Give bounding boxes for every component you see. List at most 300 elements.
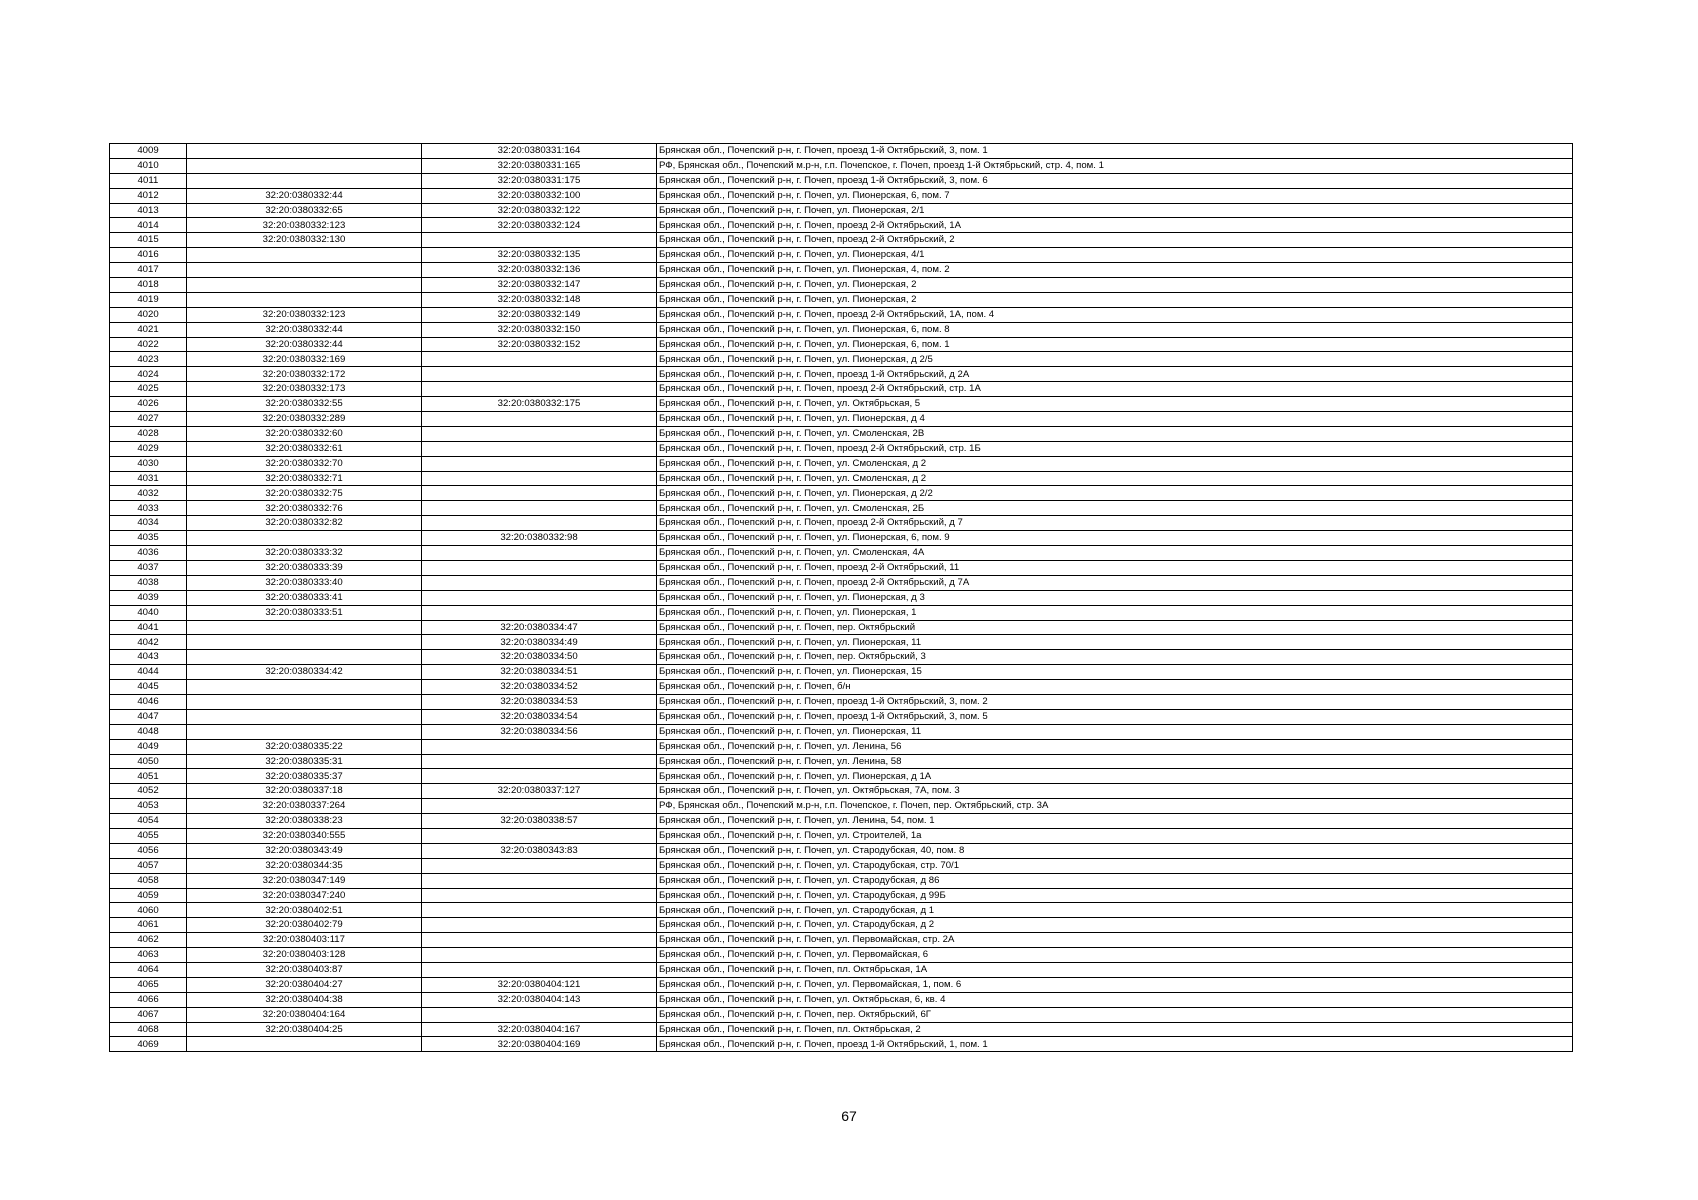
building-number-cell: [422, 933, 657, 948]
row-number-cell: 4045: [110, 680, 187, 695]
table-row: [110, 1007, 1573, 1022]
building-number-cell: 32:20:0380332:135: [422, 248, 657, 263]
building-number-cell: [422, 486, 657, 501]
land-parcel-cell: 32:20:0380333:51: [187, 605, 422, 620]
table-row: [110, 799, 1573, 814]
row-number-cell: 4040: [110, 605, 187, 620]
row-number-cell: 4050: [110, 754, 187, 769]
building-number-cell: [422, 590, 657, 605]
land-parcel-cell: [187, 620, 422, 635]
address-cell: Брянская обл., Почепский р-н, г. Почеп, проезд 1-й Октябрьский, 3, пом. 5: [657, 709, 1573, 724]
address-cell: Брянская обл., Почепский р-н, г. Почеп, ул. Стародубская, 40, пом. 8: [657, 843, 1573, 858]
building-number-cell: 32:20:0380331:165: [422, 158, 657, 173]
row-number-cell: 4034: [110, 516, 187, 531]
address-cell: Брянская обл., Почепский р-н, г. Почеп, ул. Пионерская, 4/1: [657, 248, 1573, 263]
address-cell: Брянская обл., Почепский р-н, г. Почеп, ул. Ленина, 54, пом. 1: [657, 814, 1573, 829]
address-cell: Брянская обл., Почепский р-н, г. Почеп, ул. Стародубская, д 2: [657, 918, 1573, 933]
table-row: [110, 456, 1573, 471]
land-parcel-cell: 32:20:0380403:128: [187, 948, 422, 963]
land-parcel-cell: 32:20:0380332:60: [187, 426, 422, 441]
building-number-cell: 32:20:0380404:167: [422, 1022, 657, 1037]
land-parcel-cell: [187, 1037, 422, 1052]
address-cell: Брянская обл., Почепский р-н, г. Почеп, проезд 1-й Октябрьский, 3, пом. 6: [657, 173, 1573, 188]
building-number-cell: 32:20:0380404:143: [422, 992, 657, 1007]
row-number-cell: 4027: [110, 412, 187, 427]
row-number-cell: 4037: [110, 560, 187, 575]
table-row: [110, 754, 1573, 769]
land-parcel-cell: [187, 724, 422, 739]
land-parcel-cell: 32:20:0380332:55: [187, 397, 422, 412]
table-row: [110, 382, 1573, 397]
building-number-cell: [422, 918, 657, 933]
address-cell: Брянская обл., Почепский р-н, г. Почеп, ул. Пионерская, д 1А: [657, 769, 1573, 784]
row-number-cell: 4030: [110, 456, 187, 471]
row-number-cell: 4012: [110, 188, 187, 203]
building-number-cell: 32:20:0380334:56: [422, 724, 657, 739]
table-row: [110, 724, 1573, 739]
row-number-cell: 4054: [110, 814, 187, 829]
land-parcel-cell: 32:20:0380337:264: [187, 799, 422, 814]
building-number-cell: 32:20:0380332:122: [422, 203, 657, 218]
address-cell: Брянская обл., Почепский р-н, г. Почеп, проезд 2-й Октябрьский, д 7: [657, 516, 1573, 531]
row-number-cell: 4036: [110, 546, 187, 561]
address-cell: Брянская обл., Почепский р-н, г. Почеп, проезд 1-й Октябрьский, 3, пом. 1: [657, 144, 1573, 159]
address-cell: Брянская обл., Почепский р-н, г. Почеп, ул. Первомайская, 6: [657, 948, 1573, 963]
building-number-cell: [422, 739, 657, 754]
land-parcel-cell: 32:20:0380404:38: [187, 992, 422, 1007]
land-parcel-cell: [187, 650, 422, 665]
building-number-cell: [422, 948, 657, 963]
table-row: [110, 501, 1573, 516]
row-number-cell: 4015: [110, 233, 187, 248]
land-parcel-cell: 32:20:0380335:31: [187, 754, 422, 769]
row-number-cell: 4046: [110, 694, 187, 709]
land-parcel-cell: [187, 263, 422, 278]
land-parcel-cell: 32:20:0380404:27: [187, 977, 422, 992]
building-number-cell: 32:20:0380332:147: [422, 278, 657, 293]
table-row: [110, 486, 1573, 501]
address-cell: Брянская обл., Почепский р-н, г. Почеп, ул. Пионерская, д 2/5: [657, 352, 1573, 367]
address-cell: Брянская обл., Почепский р-н, г. Почеп, ул. Пионерская, 6, пом. 8: [657, 322, 1573, 337]
row-number-cell: 4020: [110, 307, 187, 322]
building-number-cell: [422, 456, 657, 471]
table-row: [110, 531, 1573, 546]
land-parcel-cell: 32:20:0380332:173: [187, 382, 422, 397]
row-number-cell: 4024: [110, 367, 187, 382]
page-number: 67: [841, 1108, 857, 1124]
row-number-cell: 4019: [110, 292, 187, 307]
land-parcel-cell: 32:20:0380403:117: [187, 933, 422, 948]
building-number-cell: 32:20:0380332:150: [422, 322, 657, 337]
address-cell: Брянская обл., Почепский р-н, г. Почеп, проезд 2-й Октябрьский, стр. 1А: [657, 382, 1573, 397]
table-row: [110, 888, 1573, 903]
building-number-cell: 32:20:0380334:50: [422, 650, 657, 665]
row-number-cell: 4011: [110, 173, 187, 188]
address-cell: Брянская обл., Почепский р-н, г. Почеп, пл. Октябрьская, 1А: [657, 962, 1573, 977]
address-cell: Брянская обл., Почепский р-н, г. Почеп, проезд 2-й Октябрьский, стр. 1Б: [657, 441, 1573, 456]
table-row: [110, 278, 1573, 293]
table-row: [110, 248, 1573, 263]
land-parcel-cell: 32:20:0380332:289: [187, 412, 422, 427]
building-number-cell: 32:20:0380332:149: [422, 307, 657, 322]
registry-table: [109, 143, 1573, 1052]
land-parcel-cell: 32:20:0380402:51: [187, 903, 422, 918]
table-row: [110, 858, 1573, 873]
row-number-cell: 4032: [110, 486, 187, 501]
table-row: [110, 575, 1573, 590]
table-row: [110, 471, 1573, 486]
building-number-cell: [422, 903, 657, 918]
building-number-cell: 32:20:0380332:100: [422, 188, 657, 203]
building-number-cell: [422, 828, 657, 843]
address-cell: Брянская обл., Почепский р-н, г. Почеп, ул. Стародубская, стр. 70/1: [657, 858, 1573, 873]
building-number-cell: [422, 546, 657, 561]
table-row: [110, 650, 1573, 665]
table-row: [110, 218, 1573, 233]
row-number-cell: 4031: [110, 471, 187, 486]
building-number-cell: [422, 769, 657, 784]
table-row: [110, 203, 1573, 218]
row-number-cell: 4039: [110, 590, 187, 605]
table-row: [110, 948, 1573, 963]
building-number-cell: 32:20:0380334:49: [422, 635, 657, 650]
building-number-cell: 32:20:0380331:164: [422, 144, 657, 159]
address-cell: Брянская обл., Почепский р-н, г. Почеп, проезд 1-й Октябрьский, д 2А: [657, 367, 1573, 382]
row-number-cell: 4026: [110, 397, 187, 412]
row-number-cell: 4061: [110, 918, 187, 933]
land-parcel-cell: 32:20:0380332:61: [187, 441, 422, 456]
land-parcel-cell: 32:20:0380332:123: [187, 307, 422, 322]
address-cell: Брянская обл., Почепский р-н, г. Почеп, ул. Пионерская, 1: [657, 605, 1573, 620]
building-number-cell: [422, 501, 657, 516]
address-cell: Брянская обл., Почепский р-н, г. Почеп, б/н: [657, 680, 1573, 695]
table-row: [110, 233, 1573, 248]
building-number-cell: 32:20:0380334:53: [422, 694, 657, 709]
address-cell: Брянская обл., Почепский р-н, г. Почеп, пер. Октябрьский, 3: [657, 650, 1573, 665]
address-cell: Брянская обл., Почепский р-н, г. Почеп, проезд 2-й Октябрьский, 2: [657, 233, 1573, 248]
building-number-cell: 32:20:0380343:83: [422, 843, 657, 858]
table-row: [110, 605, 1573, 620]
row-number-cell: 4066: [110, 992, 187, 1007]
table-row: [110, 694, 1573, 709]
land-parcel-cell: 32:20:0380332:44: [187, 188, 422, 203]
row-number-cell: 4042: [110, 635, 187, 650]
land-parcel-cell: 32:20:0380332:70: [187, 456, 422, 471]
table-row: [110, 1037, 1573, 1052]
table-row: [110, 367, 1573, 382]
address-cell: РФ, Брянская обл., Почепский м.р-н, г.п. Почепское, г. Почеп, проезд 1-й Октябрьский, стр. 4, пом. 1: [657, 158, 1573, 173]
building-number-cell: [422, 799, 657, 814]
table-row: [110, 516, 1573, 531]
address-cell: Брянская обл., Почепский р-н, г. Почеп, ул. Ленина, 56: [657, 739, 1573, 754]
table-row: [110, 292, 1573, 307]
table-row: [110, 843, 1573, 858]
building-number-cell: 32:20:0380332:124: [422, 218, 657, 233]
address-cell: Брянская обл., Почепский р-н, г. Почеп, проезд 2-й Октябрьский, 11: [657, 560, 1573, 575]
address-cell: Брянская обл., Почепский р-н, г. Почеп, проезд 1-й Октябрьский, 3, пом. 2: [657, 694, 1573, 709]
land-parcel-cell: 32:20:0380332:65: [187, 203, 422, 218]
row-number-cell: 4013: [110, 203, 187, 218]
land-parcel-cell: 32:20:0380343:49: [187, 843, 422, 858]
row-number-cell: 4053: [110, 799, 187, 814]
land-parcel-cell: [187, 292, 422, 307]
land-parcel-cell: [187, 694, 422, 709]
address-cell: Брянская обл., Почепский р-н, г. Почеп, ул. Пионерская, д 4: [657, 412, 1573, 427]
address-cell: Брянская обл., Почепский р-н, г. Почеп, ул. Смоленская, 4А: [657, 546, 1573, 561]
land-parcel-cell: 32:20:0380333:39: [187, 560, 422, 575]
row-number-cell: 4038: [110, 575, 187, 590]
table-row: [110, 1022, 1573, 1037]
row-number-cell: 4022: [110, 337, 187, 352]
building-number-cell: 32:20:0380332:148: [422, 292, 657, 307]
table-row: [110, 144, 1573, 159]
land-parcel-cell: 32:20:0380333:41: [187, 590, 422, 605]
building-number-cell: [422, 1007, 657, 1022]
building-number-cell: [422, 605, 657, 620]
address-cell: Брянская обл., Почепский р-н, г. Почеп, ул. Пионерская, 2/1: [657, 203, 1573, 218]
land-parcel-cell: [187, 158, 422, 173]
table-row: [110, 769, 1573, 784]
building-number-cell: [422, 560, 657, 575]
row-number-cell: 4057: [110, 858, 187, 873]
address-cell: Брянская обл., Почепский р-н, г. Почеп, ул. Смоленская, 2Б: [657, 501, 1573, 516]
land-parcel-cell: 32:20:0380337:18: [187, 784, 422, 799]
land-parcel-cell: [187, 680, 422, 695]
building-number-cell: [422, 575, 657, 590]
address-cell: Брянская обл., Почепский р-н, г. Почеп, ул. Пионерская, 6, пом. 1: [657, 337, 1573, 352]
land-parcel-cell: 32:20:0380332:75: [187, 486, 422, 501]
table-row: [110, 709, 1573, 724]
table-row: [110, 933, 1573, 948]
row-number-cell: 4047: [110, 709, 187, 724]
address-cell: РФ, Брянская обл., Почепский м.р-н, г.п. Почепское, г. Почеп, пер. Октябрьский, стр. 3А: [657, 799, 1573, 814]
address-cell: Брянская обл., Почепский р-н, г. Почеп, ул. Октябрьская, 6, кв. 4: [657, 992, 1573, 1007]
land-parcel-cell: 32:20:0380335:37: [187, 769, 422, 784]
address-cell: Брянская обл., Почепский р-н, г. Почеп, ул. Строителей, 1а: [657, 828, 1573, 843]
building-number-cell: 32:20:0380404:169: [422, 1037, 657, 1052]
land-parcel-cell: [187, 278, 422, 293]
table-row: [110, 397, 1573, 412]
row-number-cell: 4028: [110, 426, 187, 441]
row-number-cell: 4063: [110, 948, 187, 963]
table-row: [110, 322, 1573, 337]
land-parcel-cell: 32:20:0380334:42: [187, 665, 422, 680]
row-number-cell: 4010: [110, 158, 187, 173]
table-row: [110, 590, 1573, 605]
land-parcel-cell: 32:20:0380347:149: [187, 873, 422, 888]
building-number-cell: [422, 367, 657, 382]
table-row: [110, 307, 1573, 322]
address-cell: Брянская обл., Почепский р-н, г. Почеп, ул. Октябрьская, 5: [657, 397, 1573, 412]
address-cell: Брянская обл., Почепский р-н, г. Почеп, пл. Октябрьская, 2: [657, 1022, 1573, 1037]
building-number-cell: [422, 233, 657, 248]
building-number-cell: 32:20:0380404:121: [422, 977, 657, 992]
table-row: [110, 263, 1573, 278]
row-number-cell: 4069: [110, 1037, 187, 1052]
address-cell: Брянская обл., Почепский р-н, г. Почеп, ул. Стародубская, д 1: [657, 903, 1573, 918]
land-parcel-cell: [187, 635, 422, 650]
land-parcel-cell: 32:20:0380332:82: [187, 516, 422, 531]
address-cell: Брянская обл., Почепский р-н, г. Почеп, ул. Пионерская, 15: [657, 665, 1573, 680]
land-parcel-cell: [187, 248, 422, 263]
address-cell: Брянская обл., Почепский р-н, г. Почеп, ул. Первомайская, 1, пом. 6: [657, 977, 1573, 992]
land-parcel-cell: 32:20:0380332:130: [187, 233, 422, 248]
land-parcel-cell: [187, 531, 422, 546]
row-number-cell: 4051: [110, 769, 187, 784]
table-row: [110, 560, 1573, 575]
address-cell: Брянская обл., Почепский р-н, г. Почеп, ул. Пионерская, д 3: [657, 590, 1573, 605]
land-parcel-cell: 32:20:0380404:164: [187, 1007, 422, 1022]
address-cell: Брянская обл., Почепский р-н, г. Почеп, ул. Пионерская, 4, пом. 2: [657, 263, 1573, 278]
building-number-cell: 32:20:0380331:175: [422, 173, 657, 188]
land-parcel-cell: 32:20:0380403:87: [187, 962, 422, 977]
building-number-cell: 32:20:0380332:152: [422, 337, 657, 352]
row-number-cell: 4017: [110, 263, 187, 278]
table-row: [110, 665, 1573, 680]
table-row: [110, 426, 1573, 441]
table-row: [110, 620, 1573, 635]
row-number-cell: 4048: [110, 724, 187, 739]
row-number-cell: 4059: [110, 888, 187, 903]
land-parcel-cell: 32:20:0380332:44: [187, 337, 422, 352]
table-row: [110, 441, 1573, 456]
table-row: [110, 977, 1573, 992]
address-cell: Брянская обл., Почепский р-н, г. Почеп, ул. Смоленская, д 2: [657, 456, 1573, 471]
land-parcel-cell: 32:20:0380332:76: [187, 501, 422, 516]
building-number-cell: [422, 382, 657, 397]
table-row: [110, 828, 1573, 843]
land-parcel-cell: 32:20:0380332:172: [187, 367, 422, 382]
table-row: [110, 814, 1573, 829]
table-row: [110, 903, 1573, 918]
row-number-cell: 4055: [110, 828, 187, 843]
address-cell: Брянская обл., Почепский р-н, г. Почеп, ул. Стародубская, д 86: [657, 873, 1573, 888]
building-number-cell: 32:20:0380334:54: [422, 709, 657, 724]
land-parcel-cell: 32:20:0380333:32: [187, 546, 422, 561]
address-cell: Брянская обл., Почепский р-н, г. Почеп, ул. Октябрьская, 7А, пом. 3: [657, 784, 1573, 799]
table-row: [110, 873, 1573, 888]
building-number-cell: [422, 441, 657, 456]
building-number-cell: [422, 962, 657, 977]
row-number-cell: 4025: [110, 382, 187, 397]
row-number-cell: 4058: [110, 873, 187, 888]
address-cell: Брянская обл., Почепский р-н, г. Почеп, ул. Пионерская, 11: [657, 724, 1573, 739]
row-number-cell: 4068: [110, 1022, 187, 1037]
row-number-cell: 4041: [110, 620, 187, 635]
row-number-cell: 4023: [110, 352, 187, 367]
land-parcel-cell: 32:20:0380335:22: [187, 739, 422, 754]
building-number-cell: [422, 352, 657, 367]
row-number-cell: 4014: [110, 218, 187, 233]
building-number-cell: 32:20:0380334:47: [422, 620, 657, 635]
row-number-cell: 4029: [110, 441, 187, 456]
row-number-cell: 4067: [110, 1007, 187, 1022]
building-number-cell: 32:20:0380334:52: [422, 680, 657, 695]
table-row: [110, 918, 1573, 933]
land-parcel-cell: 32:20:0380404:25: [187, 1022, 422, 1037]
table-row: [110, 784, 1573, 799]
table-row: [110, 412, 1573, 427]
address-cell: Брянская обл., Почепский р-н, г. Почеп, проезд 2-й Октябрьский, д 7А: [657, 575, 1573, 590]
land-parcel-cell: 32:20:0380344:35: [187, 858, 422, 873]
row-number-cell: 4035: [110, 531, 187, 546]
row-number-cell: 4009: [110, 144, 187, 159]
address-cell: Брянская обл., Почепский р-н, г. Почеп, пер. Октябрьский: [657, 620, 1573, 635]
row-number-cell: 4052: [110, 784, 187, 799]
table-row: [110, 188, 1573, 203]
table-row: [110, 173, 1573, 188]
land-parcel-cell: 32:20:0380332:169: [187, 352, 422, 367]
row-number-cell: 4043: [110, 650, 187, 665]
address-cell: Брянская обл., Почепский р-н, г. Почеп, ул. Ленина, 58: [657, 754, 1573, 769]
building-number-cell: [422, 888, 657, 903]
land-parcel-cell: 32:20:0380340:555: [187, 828, 422, 843]
address-cell: Брянская обл., Почепский р-н, г. Почеп, ул. Пионерская, 2: [657, 292, 1573, 307]
address-cell: Брянская обл., Почепский р-н, г. Почеп, ул. Пионерская, 6, пом. 7: [657, 188, 1573, 203]
address-cell: Брянская обл., Почепский р-н, г. Почеп, ул. Пионерская, 2: [657, 278, 1573, 293]
land-parcel-cell: [187, 709, 422, 724]
land-parcel-cell: 32:20:0380332:123: [187, 218, 422, 233]
address-cell: Брянская обл., Почепский р-н, г. Почеп, проезд 2-й Октябрьский, 1А, пом. 4: [657, 307, 1573, 322]
table-row: [110, 635, 1573, 650]
row-number-cell: 4044: [110, 665, 187, 680]
building-number-cell: [422, 426, 657, 441]
row-number-cell: 4033: [110, 501, 187, 516]
row-number-cell: 4056: [110, 843, 187, 858]
table-row: [110, 680, 1573, 695]
table-row: [110, 962, 1573, 977]
row-number-cell: 4065: [110, 977, 187, 992]
address-cell: Брянская обл., Почепский р-н, г. Почеп, ул. Первомайская, стр. 2А: [657, 933, 1573, 948]
row-number-cell: 4062: [110, 933, 187, 948]
building-number-cell: 32:20:0380332:136: [422, 263, 657, 278]
building-number-cell: 32:20:0380338:57: [422, 814, 657, 829]
land-parcel-cell: 32:20:0380333:40: [187, 575, 422, 590]
building-number-cell: 32:20:0380332:98: [422, 531, 657, 546]
building-number-cell: [422, 412, 657, 427]
row-number-cell: 4016: [110, 248, 187, 263]
building-number-cell: 32:20:0380337:127: [422, 784, 657, 799]
land-parcel-cell: 32:20:0380338:23: [187, 814, 422, 829]
table-row: [110, 992, 1573, 1007]
building-number-cell: [422, 516, 657, 531]
row-number-cell: 4060: [110, 903, 187, 918]
address-cell: Брянская обл., Почепский р-н, г. Почеп, ул. Пионерская, 6, пом. 9: [657, 531, 1573, 546]
row-number-cell: 4064: [110, 962, 187, 977]
table-row: [110, 352, 1573, 367]
building-number-cell: [422, 471, 657, 486]
land-parcel-cell: [187, 144, 422, 159]
address-cell: Брянская обл., Почепский р-н, г. Почеп, ул. Смоленская, д 2: [657, 471, 1573, 486]
table-row: [110, 158, 1573, 173]
building-number-cell: [422, 873, 657, 888]
row-number-cell: 4021: [110, 322, 187, 337]
land-parcel-cell: [187, 173, 422, 188]
address-cell: Брянская обл., Почепский р-н, г. Почеп, ул. Смоленская, 2В: [657, 426, 1573, 441]
building-number-cell: 32:20:0380332:175: [422, 397, 657, 412]
building-number-cell: 32:20:0380334:51: [422, 665, 657, 680]
building-number-cell: [422, 754, 657, 769]
table-row: [110, 739, 1573, 754]
table-row: [110, 546, 1573, 561]
land-parcel-cell: 32:20:0380347:240: [187, 888, 422, 903]
land-parcel-cell: 32:20:0380332:71: [187, 471, 422, 486]
address-cell: Брянская обл., Почепский р-н, г. Почеп, ул. Пионерская, д 2/2: [657, 486, 1573, 501]
row-number-cell: 4018: [110, 278, 187, 293]
address-cell: Брянская обл., Почепский р-н, г. Почеп, проезд 2-й Октябрьский, 1А: [657, 218, 1573, 233]
row-number-cell: 4049: [110, 739, 187, 754]
land-parcel-cell: 32:20:0380402:79: [187, 918, 422, 933]
